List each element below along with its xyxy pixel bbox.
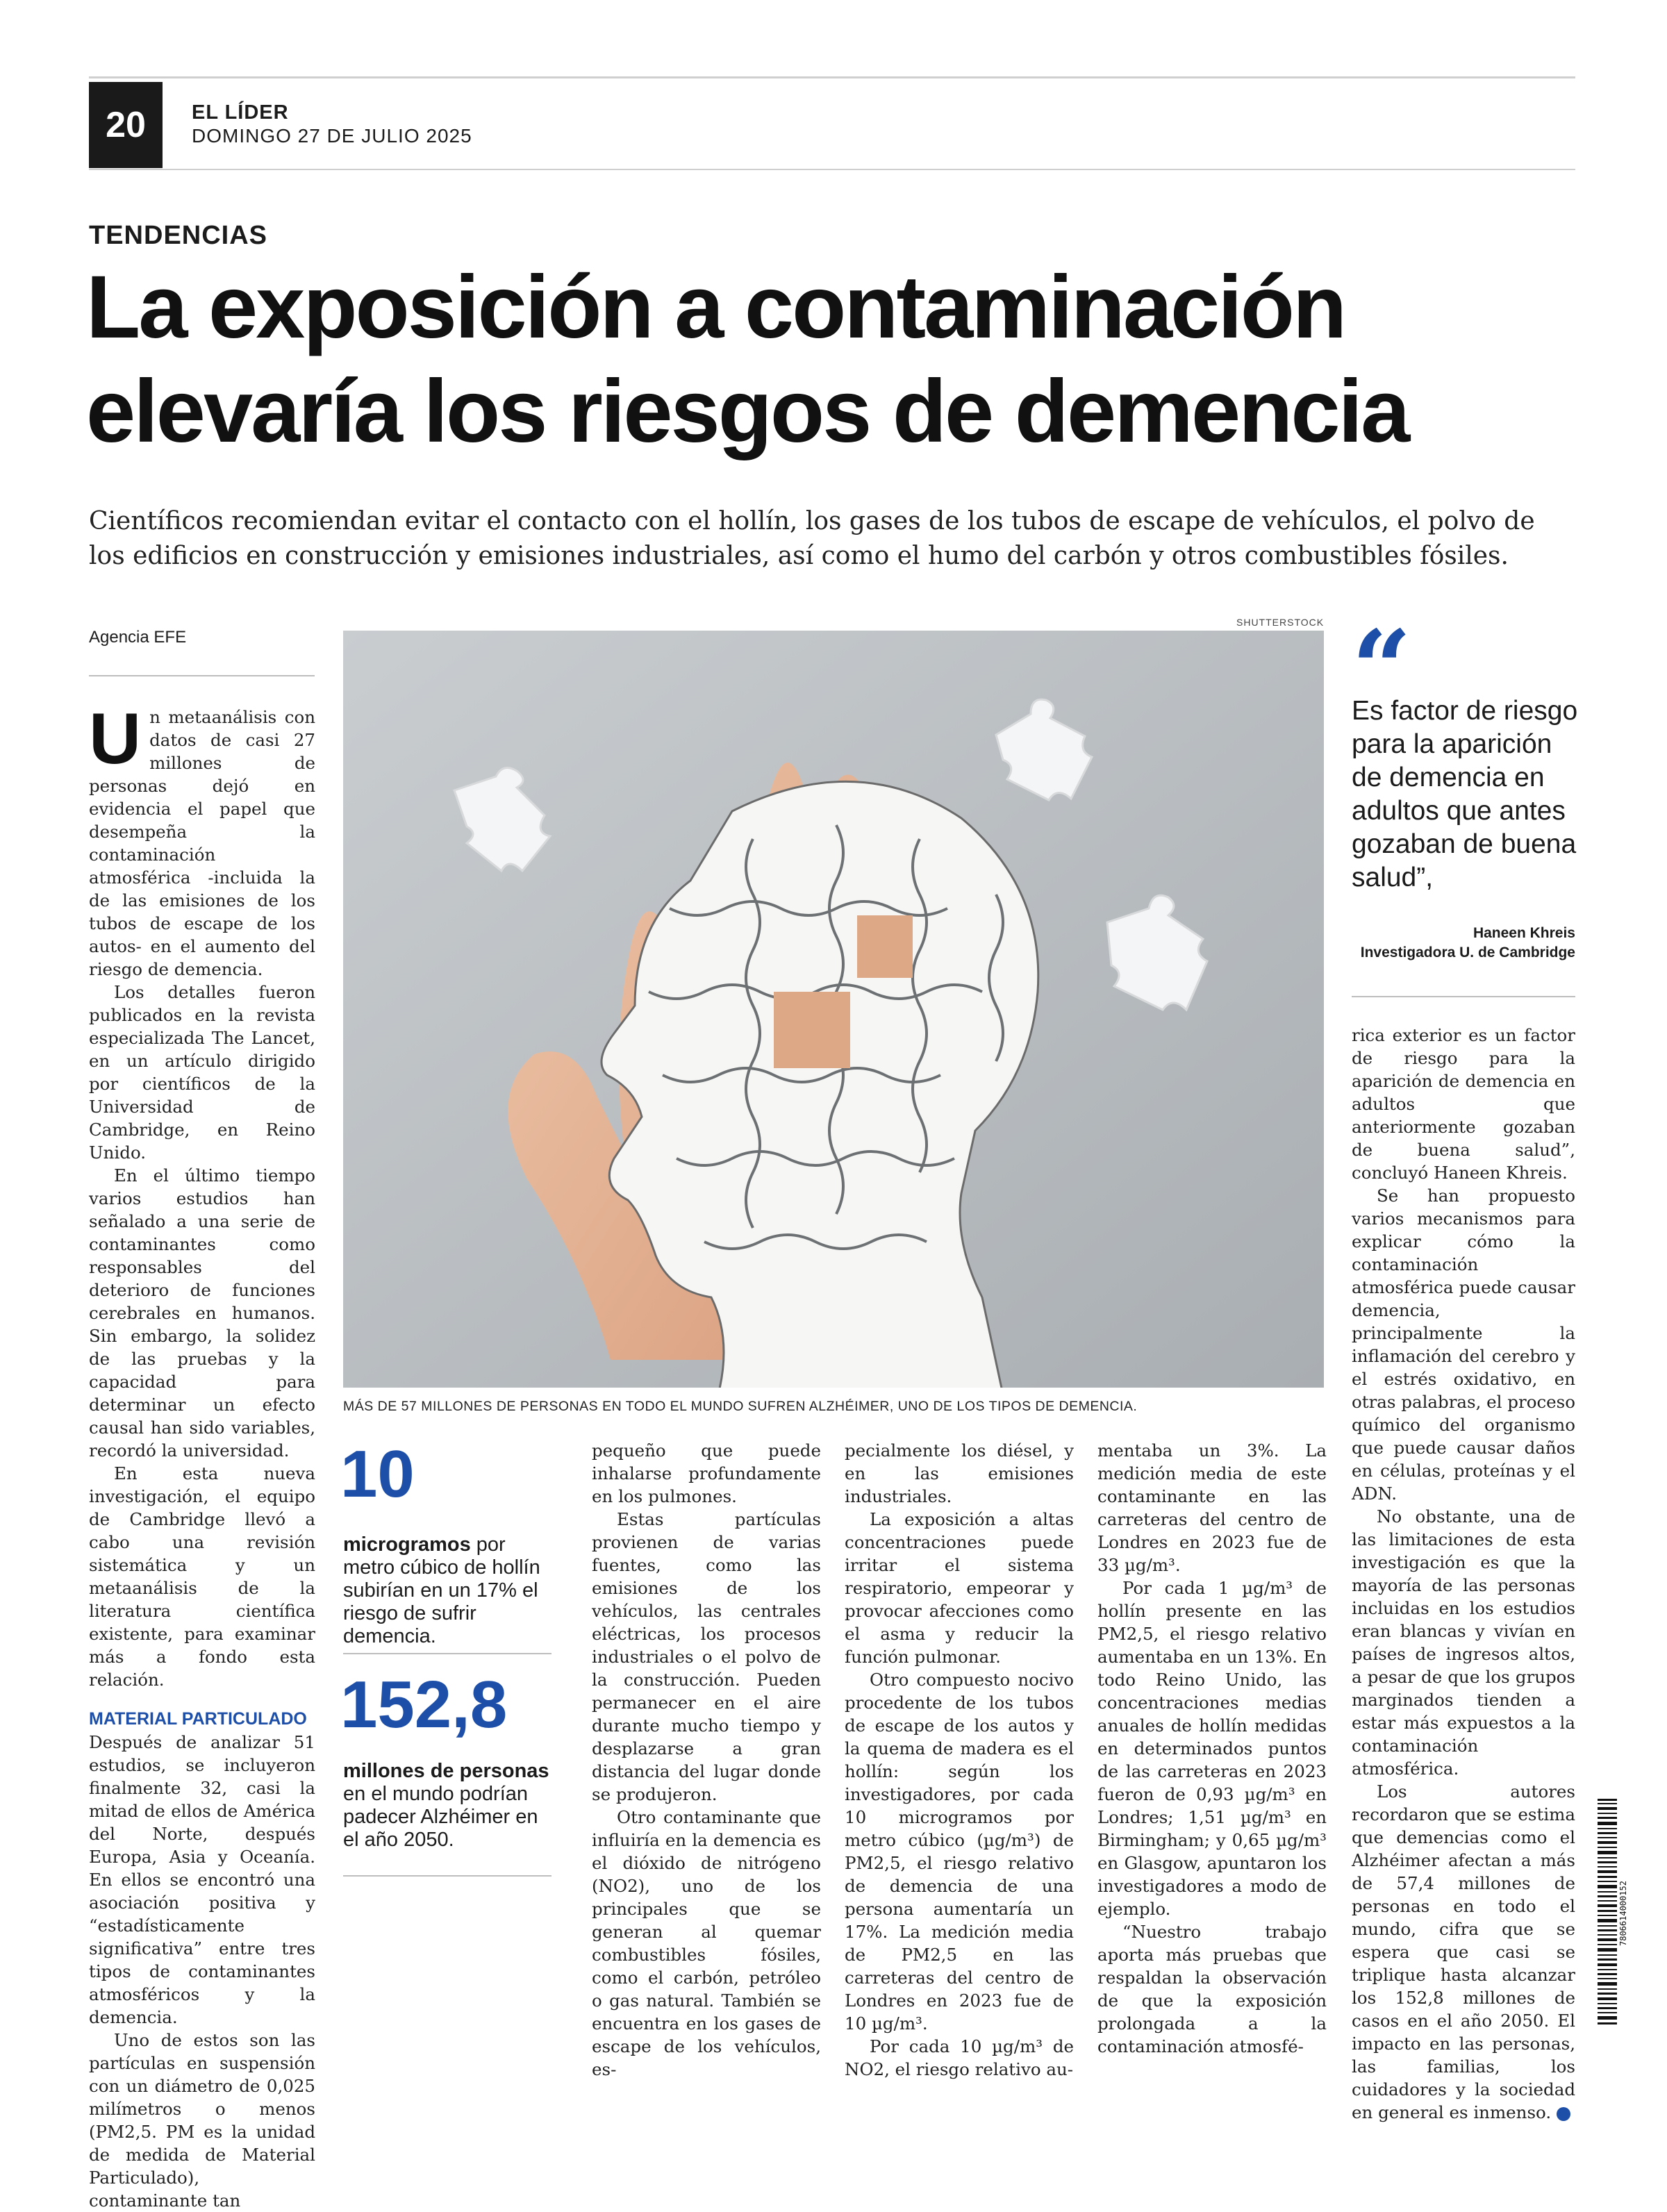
paragraph: Después de analizar 51 estudios, se incluyeron finalmente 32, casi la mitad de ellos de América del Norte, después Europa, Asia y Oceanía. En ellos se encontró una asociación positiva y “estadísticamente significativa” entre tres tipos de contaminantes atmosféricos y la demencia.	[89, 1732, 315, 2027]
column-5	[1097, 1439, 1327, 2058]
paragraph: La exposición a altas concentraciones puede irritar el sistema respiratorio, empeorar y provocar afecciones como el asma y reducir la función pulmonar.	[845, 1509, 1074, 1667]
issue-date: DOMINGO 27 DE JULIO 2025	[192, 125, 472, 147]
paragraph: Por cada 10 µg/m³ de NO2, el riesgo relativo au-	[845, 2036, 1074, 2079]
top-rule	[89, 76, 1575, 78]
headline: La exposición a contaminación elevaría los riesgos de demencia	[86, 258, 1409, 461]
barcode-digits: 7806614000152	[1618, 1881, 1628, 1946]
stat-description	[343, 1760, 551, 1852]
stat-number: 10	[340, 1437, 415, 1511]
stat-description	[343, 1533, 551, 1648]
paragraph: “Nuestro trabajo aporta más pruebas que respaldan la observación de que la exposición prolongada a la contaminación atmosfé-	[1097, 1922, 1327, 2056]
column-1	[89, 699, 315, 2212]
stat-rule	[343, 1653, 551, 1654]
paragraph: Otro compuesto nocivo procedente de los tubos de escape de los autos y la quema de madera es el hollín: según los investigadores, por cada 10 microgramos por metro cúbico (µg/m³) de PM2,5, el riesgo relativo de demencia de una persona aumentaría un 17%. La medición media de PM2,5 en las carreteras del centro de Londres en 2023 fue de 10 µg/m³.	[845, 1670, 1074, 2034]
byline-rule	[89, 675, 315, 676]
paragraph: n metaanálisis con datos de casi 27 millones de personas dejó en evidencia el papel que desempeña la contaminación atmosférica -incluida la de las emisiones de los tubos de escape de los autos- en el aumento del riesgo de demencia.	[89, 707, 315, 979]
stat-rule	[343, 1875, 551, 1877]
section-label: TENDENCIAS	[89, 221, 268, 250]
paragraph: No obstante, una de las limitaciones de esta investigación es que la mayoría de las personas incluidas en los estudios eran blancas y vivían en países de ingresos altos, a pesar de que los grupos marginados tienden a estar más expuestos a la contaminación atmosférica.	[1352, 1506, 1575, 1779]
quote-role: Investigadora U. de Cambridge	[1360, 945, 1575, 961]
paragraph: pequeño que puede inhalarse profundamente en los pulmones.	[592, 1440, 821, 1506]
stat-unit: millones de personas	[343, 1760, 549, 1782]
paragraph: Se han propuesto varios mecanismos para explicar cómo la contaminación atmosférica puede causar demencia, principalmente la inflamación del cerebro y el estrés oxidativo, en otras palabras, el proceso químico del organismo que puede causar daños en células, proteínas y el ADN.	[1352, 1186, 1575, 1504]
quote-author: Haneen Khreis	[1473, 925, 1575, 941]
paragraph: Por cada 1 µg/m³ de hollín presente en las PM2,5, el riesgo relativo aumentaba en un 13%. En todo Reino Unido, las concentraciones medias anuales de hollín medidas en determinados puntos de las carreteras en 2023 fueron de 0,93 µg/m³ en Londres; 1,51 µg/m³ en Birmingham; y 0,65 µg/m³ en Glasgow, apuntaron los investigadores a modo de ejemplo.	[1097, 1578, 1327, 1919]
quote-mark-icon: “	[1352, 608, 1412, 730]
deck: Científicos recomiendan evitar el contacto con el hollín, los gases de los tubos de escape de vehículos, el polvo de los edificios en construcción y emisiones industriales, así como el humo del carbón y otros combustibles fósiles.	[89, 507, 1535, 570]
column-6	[1352, 1024, 1591, 2124]
paragraph: pecialmente los diésel, y en las emisiones industriales.	[845, 1440, 1074, 1506]
header-rule	[89, 169, 1575, 170]
stat-detail: en el mundo podrían padecer Alzhéimer en el año 2050.	[343, 1783, 538, 1851]
paragraph: Uno de estos son las partículas en suspensión con un diámetro de 0,025 milímetros o menos (PM2,5. PM es la unidad de medida de Material Particulado), contaminante tan	[89, 2030, 315, 2211]
paragraph: En esta nueva investigación, el equipo de Cambridge llevó a cabo una revisión sistemática y un metaanálisis de la literatura científica existente, para examinar más a fondo esta relación.	[89, 1463, 315, 1690]
paragraph: mentaba un 3%. La medición media de este contaminante en las carreteras del centro de Londres en 2023 fue de 33 µg/m³.	[1097, 1440, 1327, 1575]
column-4	[845, 1439, 1074, 2081]
closing-text: Los autores recordaron que se estima que demencias como el Alzhéimer afectan a más de 57,4 millones de personas en todo el mundo, cifra que se espera que casi se triplique hasta alcanzar los 152,8 millones de casos en el año 2050. El impacto en las personas, las familias, los cuidadores y la sociedad en general es inmenso.	[1352, 1781, 1575, 2122]
page-number: 20	[89, 82, 163, 168]
newspaper-name: EL LÍDER	[192, 101, 289, 124]
byline: Agencia EFE	[89, 628, 187, 647]
paragraph	[1352, 1780, 1591, 2124]
stat-unit: microgramos	[343, 1533, 471, 1556]
paragraph: En el último tiempo varios estudios han señalado a una serie de contaminantes como responsables del deterioro de funciones cerebrales en humanos. Sin embargo, la solidez de las pruebas y la capacidad para determinar un efecto causal han sido variables, recordó la universidad.	[89, 1165, 315, 1461]
paragraph: Estas partículas provienen de varias fuentes, como las emisiones de los vehículos, las centrales eléctricas, los procesos industriales o el polvo de la construcción. Pueden permanecer en el aire durante mucho tiempo y desplazarse a gran distancia del lugar donde se produjeron.	[592, 1509, 821, 1804]
pull-quote: Es factor de riesgo para la aparición de demencia en adultos que antes gozaban de buena salud”,	[1352, 696, 1578, 892]
stat-number: 152,8	[340, 1668, 508, 1742]
paragraph: Otro contaminante que influiría en la demencia es el dióxido de nitrógeno (NO2), uno de los principales que se generan al quemar combustibles fósiles, como el carbón, petróleo o gas natural. También se encuentra en los gases de escape de los vehículos, es-	[592, 1807, 821, 2079]
drop-cap: U	[89, 699, 142, 779]
quote-rule	[1352, 996, 1575, 997]
paragraph: Los detalles fueron publicados en la revista especializada The Lancet, en un artículo dirigido por científicos de la Universidad de Cambridge, en Reino Unido.	[89, 982, 315, 1163]
puzzle-head-photo	[343, 631, 1324, 1388]
barcode	[1598, 1799, 1628, 2028]
column-3	[592, 1439, 821, 2081]
quote-attribution	[1352, 924, 1575, 963]
end-mark-icon: ✚	[1557, 2107, 1570, 2121]
photo-caption: MÁS DE 57 MILLONES DE PERSONAS EN TODO EL MUNDO SUFREN ALZHÉIMER, UNO DE LOS TIPOS DE DEMENCIA.	[343, 1399, 1138, 1414]
paragraph: rica exterior es un factor de riesgo para la aparición de demencia en adultos que anteriormente gozaban de buena salud”, concluyó Haneen Khreis.	[1352, 1025, 1575, 1183]
photo-credit: SHUTTERSTOCK	[1236, 617, 1325, 628]
subheading: MATERIAL PARTICULADO	[89, 1709, 307, 1729]
stat-detail: por metro cúbico de hollín subirían en un 17% el riesgo de sufrir demencia.	[343, 1533, 540, 1647]
